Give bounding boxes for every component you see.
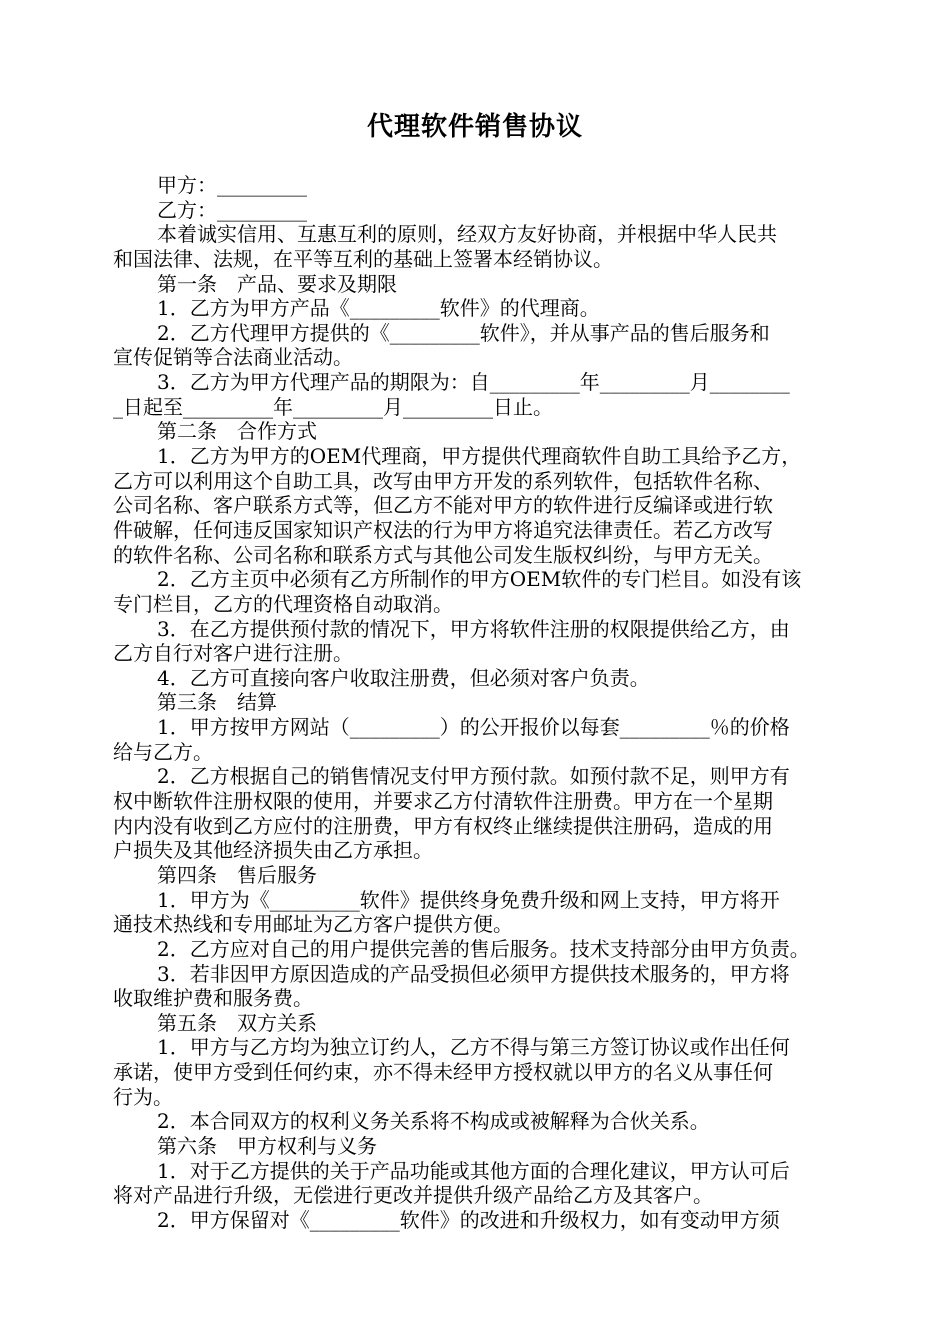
document-line: 2．乙方主页中必须有乙方所制作的甲方OEM软件的专门栏目。如没有该: [157, 567, 802, 592]
document-line: 通技术热线和专用邮址为乙方客户提供方便。: [113, 912, 513, 937]
document-line: 公司名称、客户联系方式等，但乙方不能对甲方的软件进行反编译或进行软: [113, 493, 773, 518]
document-body: [113, 173, 853, 1233]
document-line: 2．本合同双方的权利义务关系将不构成或被解释为合伙关系。: [157, 1109, 710, 1134]
document-line: _日起至_________年_________月_________日止。: [113, 394, 553, 419]
document-line: 乙方自行对客户进行注册。: [113, 641, 353, 666]
document-line: 件破解，任何违反国家知识产权法的行为甲方将追究法律责任。若乙方改写: [113, 517, 773, 542]
document-line: 收取维护费和服务费。: [113, 986, 313, 1011]
document-line: 宣传促销等合法商业活动。: [113, 345, 353, 370]
document-line: 给与乙方。: [113, 739, 213, 764]
document-line: 3．在乙方提供预付款的情况下，甲方将软件注册的权限提供给乙方，由: [157, 616, 790, 641]
document-line: 专门栏目，乙方的代理资格自动取消。: [113, 591, 453, 616]
document-line: 1．甲方为《_________软件》提供终身免费升级和网上支持，甲方将开: [157, 887, 780, 912]
document-line: 1．甲方按甲方网站（_________）的公开报价以每套_________％的价格: [157, 715, 790, 740]
document-line: 本着诚实信用、互惠互利的原则，经双方友好协商，并根据中华人民共: [157, 222, 777, 247]
document-line: 内内没有收到乙方应付的注册费，甲方有权终止继续提供注册码，造成的用: [113, 813, 773, 838]
document-line: 行为。: [113, 1084, 173, 1109]
document-line: 2．乙方根据自己的销售情况支付甲方预付款。如预付款不足，则甲方有: [157, 764, 790, 789]
document-line: 和国法律、法规，在平等互利的基础上签署本经销协议。: [113, 246, 613, 271]
document-title: 代理软件销售协议: [366, 112, 583, 142]
document-line: 第二条 合作方式: [157, 419, 317, 444]
document-line: 4．乙方可直接向客户收取注册费，但必须对客户负责。: [157, 665, 650, 690]
document-line: 第四条 售后服务: [157, 862, 317, 887]
document-line: 户损失及其他经济损失由乙方承担。: [113, 838, 433, 863]
document-line: 1．对于乙方提供的关于产品功能或其他方面的合理化建议，甲方认可后: [157, 1158, 790, 1183]
document-line: 2．乙方应对自己的用户提供完善的售后服务。技术支持部分由甲方负责。: [157, 936, 810, 961]
document-line: 将对产品进行升级，无偿进行更改并提供升级产品给乙方及其客户。: [113, 1183, 713, 1208]
document-line: 1．甲方与乙方均为独立订约人，乙方不得与第三方签订协议或作出任何: [157, 1035, 790, 1060]
document-line: 第一条 产品、要求及期限: [157, 271, 397, 296]
document-line: 甲方：_________: [157, 173, 307, 197]
document-line: 乙方：_________: [157, 197, 307, 222]
document-line: 1．乙方为甲方的OEM代理商，甲方提供代理商软件自助工具给予乙方，: [157, 444, 802, 469]
document-line: 承诺，使甲方受到任何约束，亦不得未经甲方授权就以甲方的名义从事任何: [113, 1060, 773, 1085]
document-line: 的软件名称、公司名称和联系方式与其他公司发生版权纠纷，与甲方无关。: [113, 542, 773, 567]
document-line: 3．乙方为甲方代理产品的期限为：自_________年_________月________: [157, 370, 790, 395]
document-line: 第五条 双方关系: [157, 1010, 317, 1035]
document-line: 第六条 甲方权利与义务: [157, 1133, 377, 1158]
document-line: 3．若非因甲方原因造成的产品受损但必须甲方提供技术服务的，甲方将: [157, 961, 790, 986]
document-line: 2．甲方保留对《_________软件》的改进和升级权力，如有变动甲方须: [157, 1207, 780, 1232]
document-line: 2．乙方代理甲方提供的《_________软件》，并从事产品的售后服务和: [157, 320, 770, 345]
document-line: 乙方可以利用这个自助工具，改写由甲方开发的系列软件，包括软件名称、: [113, 468, 773, 493]
document-line: 权中断软件注册权限的使用，并要求乙方付清软件注册费。甲方在一个星期: [113, 789, 773, 814]
document-line: 第三条 结算: [157, 690, 277, 715]
document-line: 1．乙方为甲方产品《_________软件》的代理商。: [157, 296, 600, 321]
